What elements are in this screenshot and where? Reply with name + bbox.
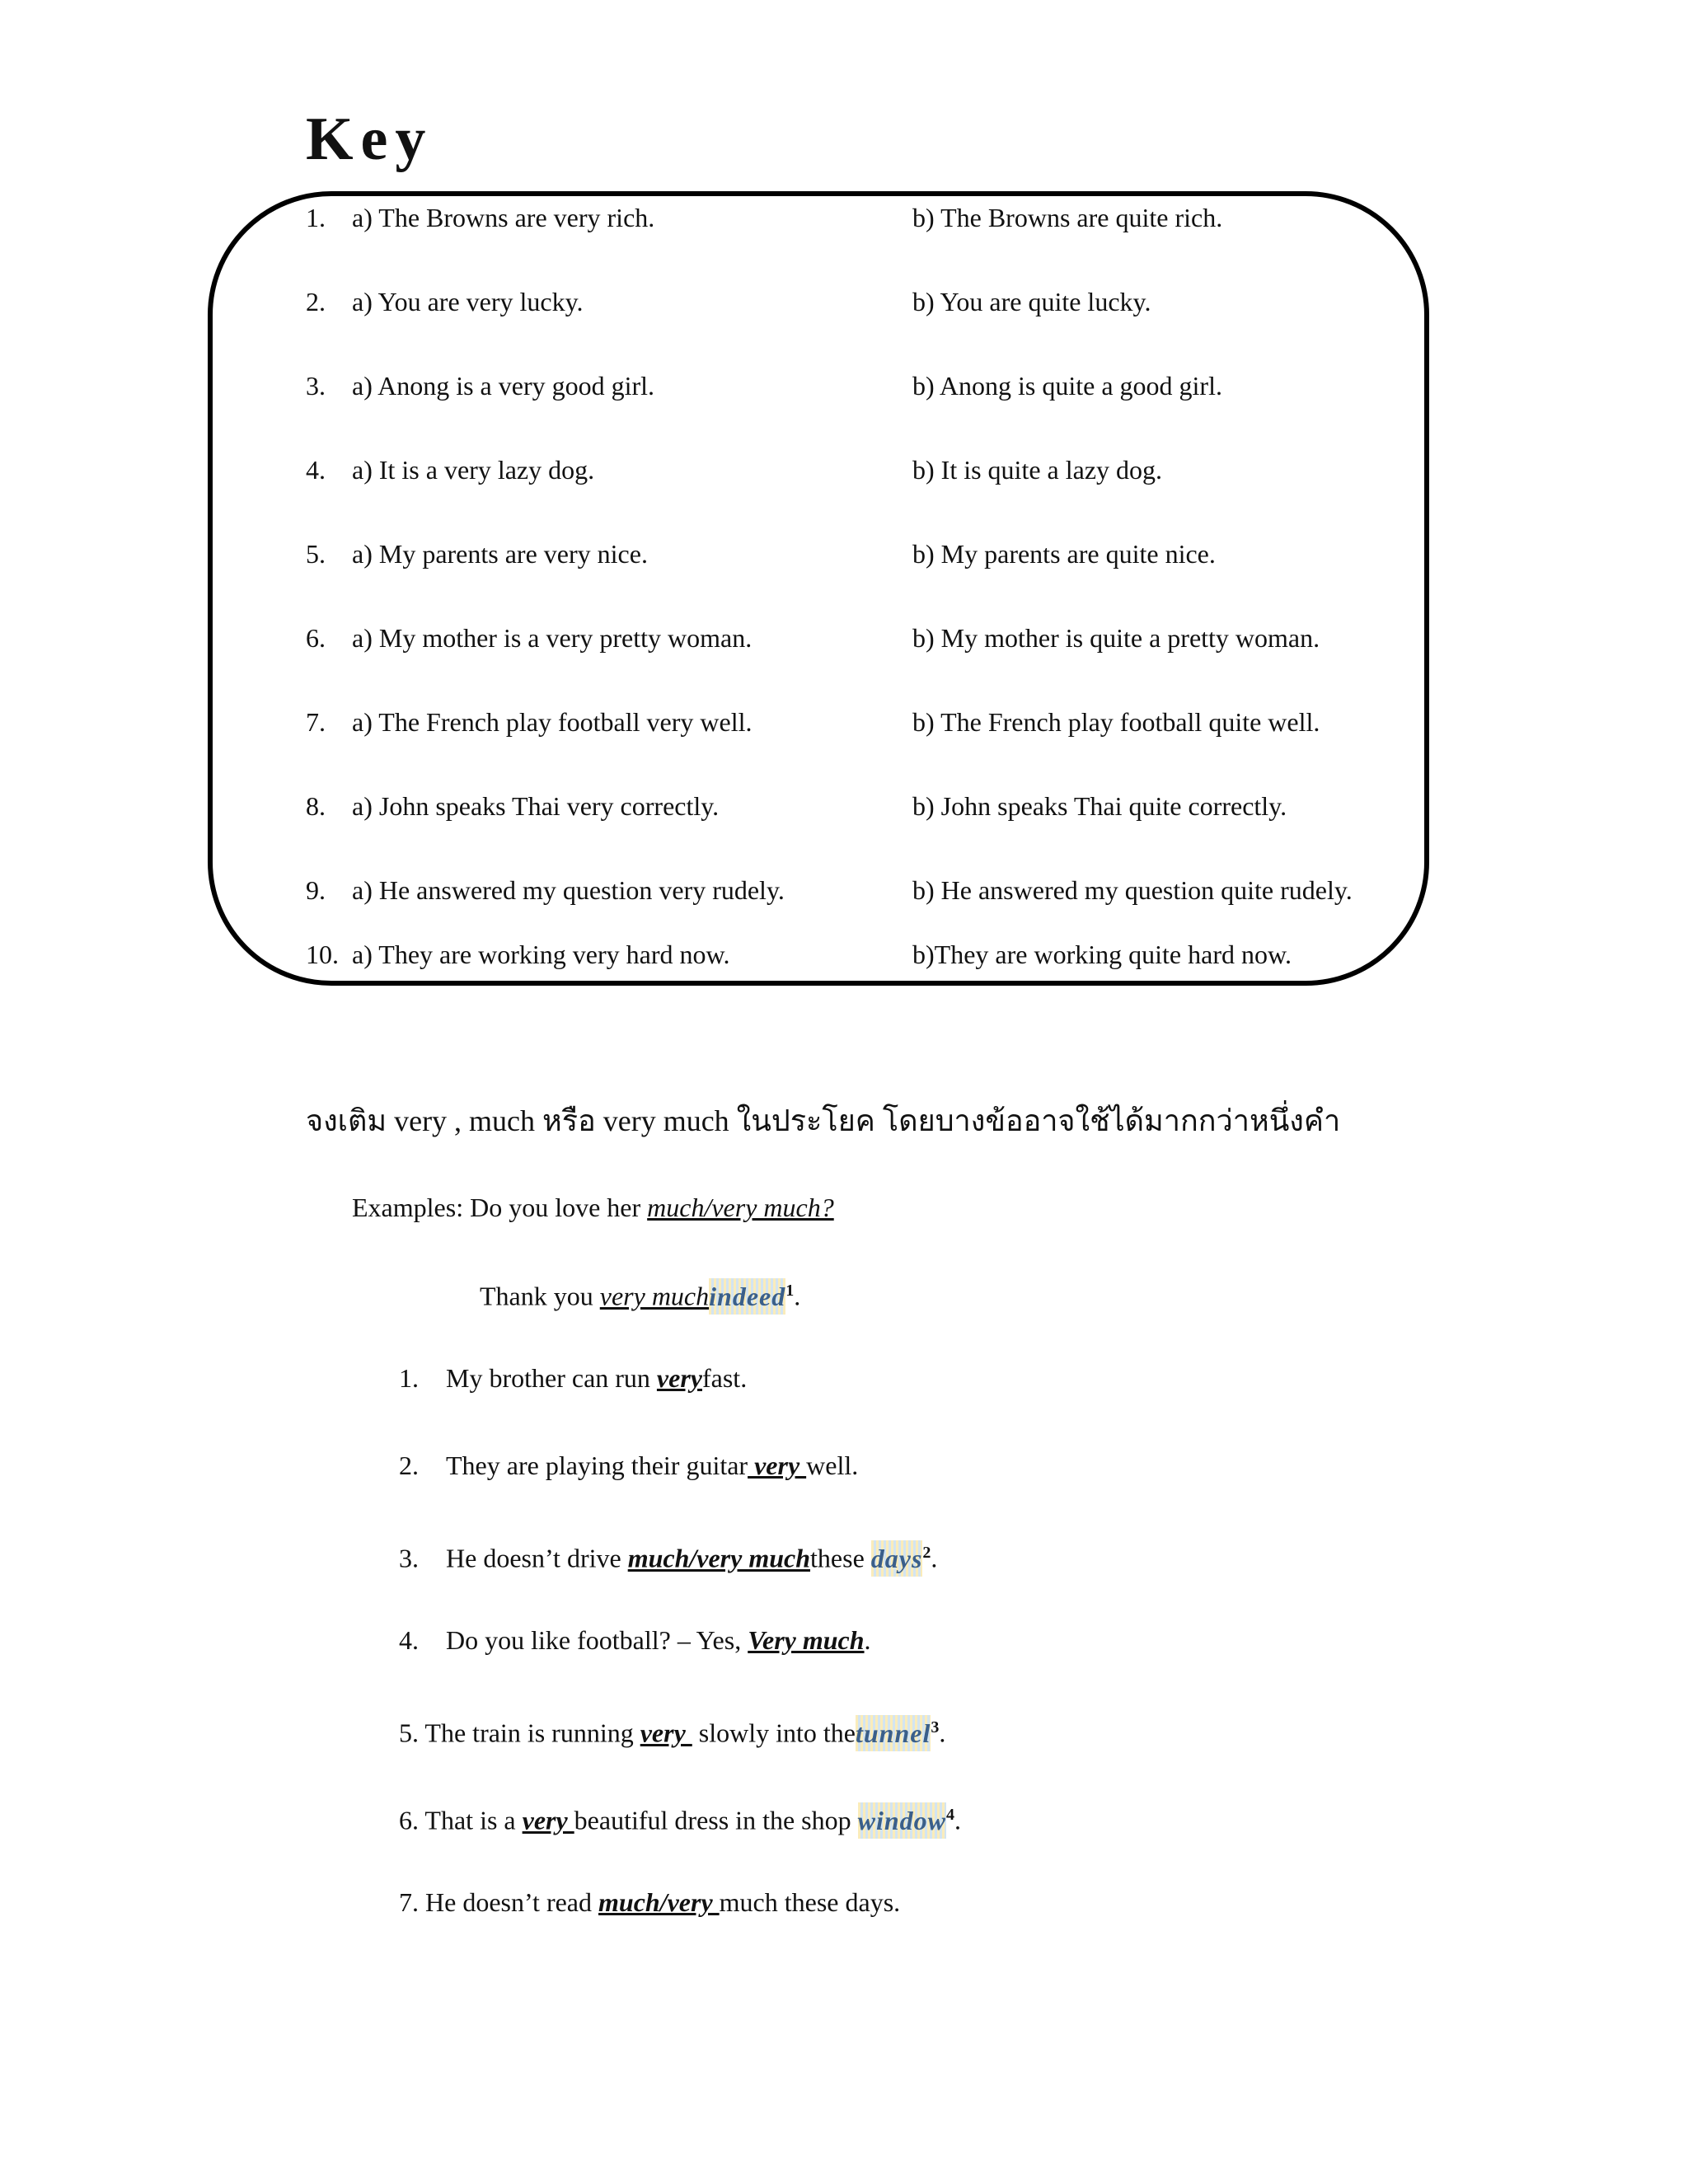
exercise-text-after: slowly into the [692, 1718, 856, 1748]
exercise-answer: much/very much [627, 1543, 811, 1573]
exercise-text-after: . [864, 1625, 871, 1655]
exercise-answer: very [656, 1363, 702, 1393]
example-2-text: Thank you [480, 1281, 600, 1311]
example-1-text: Examples: Do you love her [352, 1193, 648, 1222]
exercise-number: 2. [399, 1451, 419, 1480]
key-item [0, 368, 1688, 404]
key-item [0, 284, 1688, 320]
exercise-text: 5. The train is running [399, 1718, 640, 1748]
exercise-end: . [939, 1718, 946, 1748]
key-item-a: a) John speaks Thai very correctly. [352, 791, 720, 821]
glossed-word: indeed [709, 1278, 785, 1315]
exercise-text: They are playing their guitar [446, 1451, 748, 1480]
key-item [0, 620, 1688, 656]
key-item-b: b) My parents are quite nice. [912, 539, 1216, 569]
key-item-b: b) You are quite lucky. [912, 287, 1151, 316]
key-item-a: a) He answered my question very rudely. [352, 875, 785, 905]
key-item-a: a) You are very lucky. [352, 287, 584, 316]
glossed-word: window [858, 1802, 946, 1839]
footnote-marker: 4 [945, 1806, 954, 1824]
key-item-b: b) My mother is quite a pretty woman. [912, 623, 1320, 653]
key-item-number: 1. [306, 203, 326, 232]
glossed-word: days [871, 1540, 923, 1577]
exercise-1 [399, 1360, 747, 1396]
key-item-b: b) It is quite a lazy dog. [912, 455, 1163, 485]
exercise-4 [399, 1622, 871, 1658]
exercise-text-after: fast. [701, 1363, 748, 1393]
exercise-text: 7. He doesn’t read [399, 1887, 598, 1917]
key-item-b: b) He answered my question quite rudely. [912, 875, 1353, 905]
footnote-marker: 3 [931, 1718, 940, 1736]
exercise-2 [399, 1447, 858, 1483]
key-item-b: b) The French play football quite well. [912, 707, 1320, 737]
key-item [0, 199, 1688, 236]
exercise-answer: very [640, 1718, 692, 1748]
key-item [0, 788, 1688, 824]
exercise-text-after: beautiful dress in the shop [574, 1805, 858, 1835]
exercise-answer: much/very [598, 1887, 720, 1917]
exercise-answer: very [748, 1451, 807, 1480]
exercise-5 [399, 1709, 945, 1751]
exercise-7 [399, 1884, 900, 1920]
example-2-end: . [794, 1281, 801, 1311]
example-2 [480, 1272, 800, 1315]
key-item-number: 9. [306, 875, 326, 905]
exercise-text: 6. That is a [399, 1805, 523, 1835]
exercise-text-after: well. [806, 1451, 859, 1480]
key-item [0, 536, 1688, 572]
key-item [0, 872, 1688, 908]
key-item-b: b) Anong is quite a good girl. [912, 371, 1222, 401]
exercise-6 [399, 1797, 961, 1839]
page-title: Key [306, 105, 434, 173]
glossed-word: tunnel [856, 1715, 931, 1751]
key-item [0, 452, 1688, 488]
footnote-marker: 1 [785, 1282, 795, 1300]
example-2-answer: very much [599, 1281, 710, 1311]
footnote-marker: 2 [922, 1544, 931, 1562]
key-item [0, 704, 1688, 740]
key-item-b: b) The Browns are quite rich. [912, 203, 1223, 232]
key-item-b: b) John speaks Thai quite correctly. [912, 791, 1287, 821]
key-item-number: 10. [306, 940, 339, 969]
key-item-number: 4. [306, 455, 326, 485]
exercise-3 [399, 1535, 937, 1577]
key-item [0, 936, 1688, 972]
example-1-answer: much/very much? [647, 1193, 834, 1222]
exercise-answer: Very much [748, 1625, 865, 1655]
exercise-text-after: these [810, 1543, 871, 1573]
key-item-number: 3. [306, 371, 326, 401]
key-item-number: 5. [306, 539, 326, 569]
key-item-a: a) It is a very lazy dog. [352, 455, 595, 485]
exercise-end: . [931, 1543, 938, 1573]
exercise-text: He doesn’t drive [446, 1543, 628, 1573]
instruction-text: จงเติม very , much หรือ very much ในประโยค โดยบางข้ออาจใช้ได้มากกว่าหนึ่งคำ [306, 1104, 1341, 1137]
example-1 [352, 1189, 834, 1226]
key-item-a: a) My parents are very nice. [352, 539, 648, 569]
key-item-a: a) They are working very hard now. [352, 940, 730, 969]
key-item-a: a) The Browns are very rich. [352, 203, 655, 232]
exercise-text: Do you like football? – Yes, [446, 1625, 748, 1655]
exercise-end: . [954, 1805, 961, 1835]
exercise-number: 1. [399, 1363, 419, 1393]
key-item-number: 7. [306, 707, 326, 737]
key-item-a: a) My mother is a very pretty woman. [352, 623, 753, 653]
key-item-b: b)They are working quite hard now. [912, 940, 1292, 969]
exercise-text: My brother can run [446, 1363, 657, 1393]
exercise-text-after: much these days. [719, 1887, 901, 1917]
key-item-number: 6. [306, 623, 326, 653]
key-item-a: a) The French play football very well. [352, 707, 753, 737]
exercise-answer: very [522, 1805, 574, 1835]
key-item-number: 2. [306, 287, 326, 316]
exercise-number: 3. [399, 1543, 419, 1573]
key-item-number: 8. [306, 791, 326, 821]
key-item-a: a) Anong is a very good girl. [352, 371, 655, 401]
exercise-number: 4. [399, 1625, 419, 1655]
